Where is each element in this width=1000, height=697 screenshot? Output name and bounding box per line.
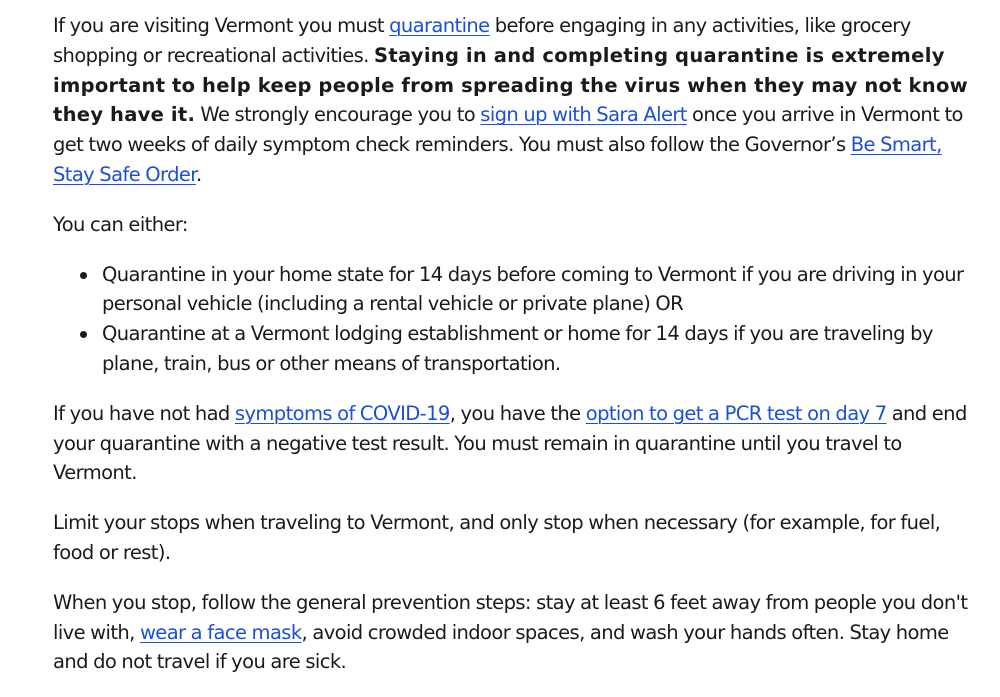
text-segment: and end your quarantine with a negative test result. You must remain in quarantine until you travel to Vermont. [53,401,967,485]
text-segment: We strongly encourage you to [195,103,481,127]
bold-statement: Staying in and completing quarantine is extremely important to help keep people from spreading the virus when they may not know they have it. [53,43,968,127]
paragraph-options-intro: You can either: [53,212,188,236]
quarantine-link[interactable]: quarantine [389,14,490,37]
text-segment: If you have not had [53,401,235,425]
options-list [53,260,973,379]
list-item: Quarantine in your home state for 14 days before coming to Vermont if you are driving in your personal vehicle (including a rental vehicle or private plane) OR [53,260,973,320]
list-item: Quarantine at a Vermont lodging establishment or home for 14 days if you are traveling by plane, train, bus or other means of transportation. [53,319,973,379]
text-segment: . [195,162,202,186]
paragraph-stops: Limit your stops when traveling to Vermont, and only stop when necessary (for example, for fuel, food or rest). [53,511,941,564]
text-segment: once you arrive in Vermont to get two weeks of daily symptom check reminders. You must also follow the Governor’s [53,103,963,157]
paragraph-prevention [53,588,973,677]
text-segment: before engaging in any activities, like grocery shopping or recreational activities. [53,14,911,67]
symptoms-link[interactable]: symptoms of COVID-19 [234,401,450,425]
article-body [53,11,973,697]
text-segment: If you are visiting Vermont you must [53,14,390,37]
face-mask-link[interactable]: wear a face mask [139,620,302,644]
be-smart-order-link[interactable]: Be Smart, Stay Safe Order [53,133,942,186]
paragraph-testing [53,399,973,488]
text-segment: , avoid crowded indoor spaces, and wash your hands often. Stay home and do not travel if you are sick. [53,620,949,674]
paragraph-quarantine-requirement [53,11,973,190]
sara-alert-link[interactable]: sign up with Sara Alert [480,103,687,127]
text-segment: When you stop, follow the general prevention steps: stay at least 6 feet away from people you don't live with, [53,590,968,644]
pcr-test-link[interactable]: option to get a PCR test on day 7 [585,401,887,425]
text-segment: , you have the [449,401,586,425]
